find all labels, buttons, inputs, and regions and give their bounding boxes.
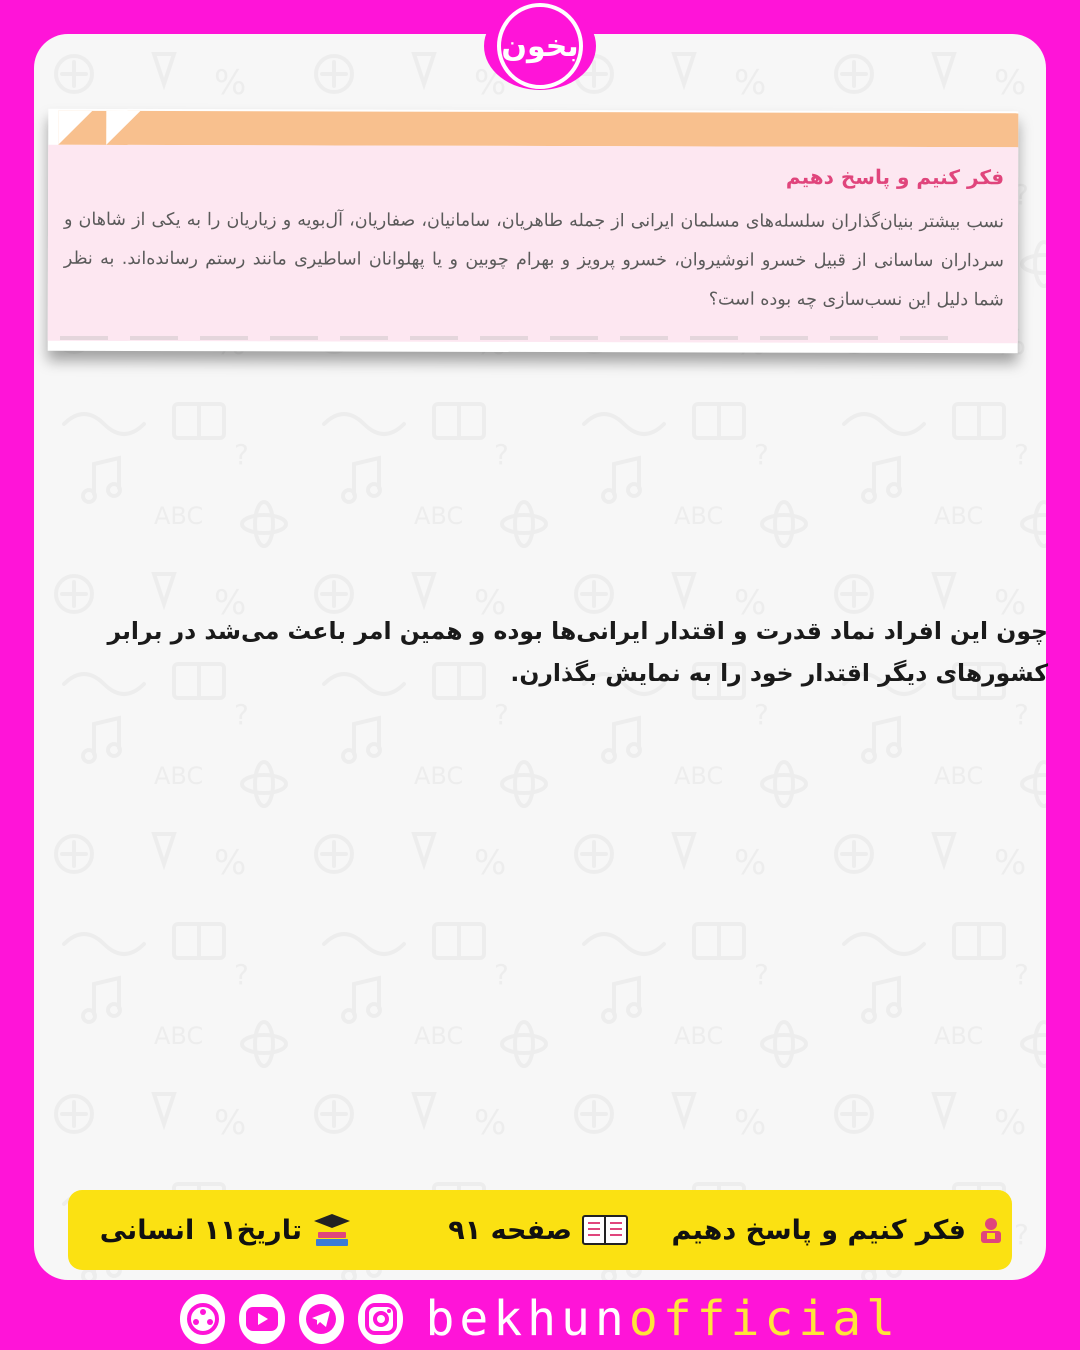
logo-badge xyxy=(484,2,596,90)
info-page-label: صفحه ۹۱ xyxy=(448,1214,572,1246)
graduation-books-icon xyxy=(312,1212,352,1248)
brand-handle[interactable] xyxy=(425,1290,900,1348)
excerpt-text: نسب بیشتر بنیان‌گذاران سلسله‌های مسلمان ایرانی از جمله طاهریان، سامانیان، صفاریان، آل‌بویه و زیاریان را به یکی از شاهان و سرداران ساسانی از قبیل خسرو انوشیروان، خسرو پرویز و بهرام چوبین و یا پهلوانان اساطیری مانند رستم رسانده‌اند. به نظر شما دلیل این نسب‌سازی چه بوده است؟ xyxy=(63,209,1005,311)
teacher-icon xyxy=(976,1215,1006,1245)
youtube-icon[interactable] xyxy=(239,1294,284,1344)
info-section-label: فکر کنیم و پاسخ دهیم xyxy=(671,1214,966,1246)
answer-text: چون این افراد نماد قدرت و اقتدار ایرانی‌ها بوده و همین امر باعث می‌شد در برابر کشورهای دیگر اقتدار خود را به نمایش بگذارن. xyxy=(107,617,1048,687)
info-course xyxy=(100,1190,352,1270)
brand-handle-part1: bekhun xyxy=(425,1291,629,1347)
social-bar xyxy=(180,1290,900,1348)
brand-logo: بخون xyxy=(497,3,583,89)
instagram-icon[interactable] xyxy=(358,1294,403,1344)
info-page xyxy=(448,1190,628,1270)
telegram-icon[interactable] xyxy=(299,1294,344,1344)
band-notch xyxy=(106,111,140,145)
textbook-excerpt xyxy=(48,109,1019,354)
band-notch xyxy=(58,111,92,145)
book-icon xyxy=(582,1213,628,1247)
app-icon[interactable] xyxy=(180,1294,225,1344)
excerpt-header-band xyxy=(58,111,1018,148)
excerpt-edge-dashes xyxy=(60,336,1020,340)
brand-handle-part2: official xyxy=(628,1291,901,1347)
excerpt-title: فکر کنیم و پاسخ دهیم xyxy=(785,164,1005,190)
info-section xyxy=(671,1190,1006,1270)
info-course-label: تاریخ۱۱ انسانی xyxy=(99,1214,302,1246)
info-bar xyxy=(68,1190,1012,1270)
